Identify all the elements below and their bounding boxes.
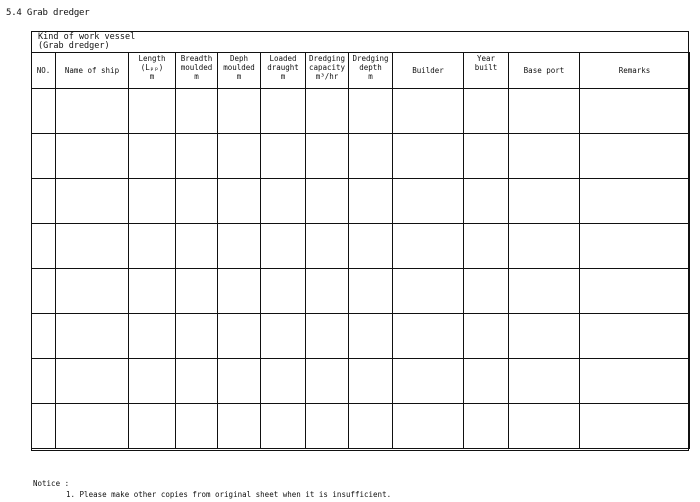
table-row [32,179,690,224]
table-cell[interactable] [580,179,690,224]
table-cell[interactable] [580,314,690,359]
table-row [32,134,690,179]
vessel-table [31,52,690,449]
table-cell[interactable] [306,134,349,179]
table-cell[interactable] [56,314,129,359]
table-cell[interactable] [464,224,509,269]
table-cell[interactable] [306,179,349,224]
table-cell[interactable] [32,89,56,134]
table-row [32,224,690,269]
table-cell[interactable] [393,314,464,359]
table-cell[interactable] [306,404,349,449]
table-cell[interactable] [129,179,176,224]
table-cell[interactable] [176,134,218,179]
table-cell[interactable] [218,404,261,449]
table-cell[interactable] [580,269,690,314]
notice-heading: Notice : [33,479,70,488]
table-cell[interactable] [349,224,393,269]
col-base-port: Base port [509,53,580,89]
table-cell[interactable] [176,89,218,134]
table-cell[interactable] [56,404,129,449]
header-row [32,53,690,89]
section-title: 5.4 Grab dredger [6,8,90,18]
table-cell[interactable] [32,134,56,179]
table-row [32,269,690,314]
table-cell[interactable] [32,359,56,404]
table-cell[interactable] [464,269,509,314]
table-cell[interactable] [464,179,509,224]
table-cell[interactable] [261,359,306,404]
table-cell[interactable] [56,179,129,224]
col-depth: Deph moulded m [218,53,261,89]
table-cell[interactable] [464,134,509,179]
table-cell[interactable] [218,134,261,179]
table-cell[interactable] [349,404,393,449]
table-cell[interactable] [261,89,306,134]
table-cell[interactable] [129,314,176,359]
table-cell[interactable] [509,404,580,449]
table-cell[interactable] [464,404,509,449]
table-cell[interactable] [218,224,261,269]
col-remarks: Remarks [580,53,690,89]
table-cell[interactable] [393,179,464,224]
table-cell[interactable] [509,179,580,224]
table-cell[interactable] [56,269,129,314]
table-cell[interactable] [393,404,464,449]
table-cell[interactable] [176,314,218,359]
col-dredging-capacity: Dredging capacity m³/hr [306,53,349,89]
table-cell[interactable] [349,179,393,224]
table-cell[interactable] [580,134,690,179]
table-cell[interactable] [32,269,56,314]
table-cell[interactable] [393,89,464,134]
table-cell[interactable] [306,314,349,359]
table-cell[interactable] [129,359,176,404]
col-year-built: Year built [464,53,509,89]
table-cell[interactable] [129,134,176,179]
table-cell[interactable] [129,224,176,269]
table-cell[interactable] [306,269,349,314]
table-cell[interactable] [509,134,580,179]
col-dredging-depth: Dredging depth m [349,53,393,89]
table-row [32,314,690,359]
table-cell[interactable] [306,224,349,269]
table-cell[interactable] [393,359,464,404]
col-loaded-draught: Loaded draught m [261,53,306,89]
table-cell[interactable] [393,269,464,314]
table-cell[interactable] [509,224,580,269]
table-cell[interactable] [349,359,393,404]
table-cell[interactable] [349,314,393,359]
table-cell[interactable] [32,179,56,224]
table-cell[interactable] [32,404,56,449]
col-name-of-ship: Name of ship [56,53,129,89]
table-cell[interactable] [349,89,393,134]
table-cell[interactable] [580,404,690,449]
table-cell[interactable] [580,224,690,269]
table-cell[interactable] [349,134,393,179]
vessel-kind-label: Kind of work vessel (Grab dredger) [38,32,136,51]
table-row [32,89,690,134]
table-cell[interactable] [393,134,464,179]
notice-item: 1. Please make other copies from original sheet when it is insufficient. [66,490,392,499]
table-cell[interactable] [509,359,580,404]
table-row [32,404,690,449]
table-cell[interactable] [464,314,509,359]
table-cell[interactable] [176,359,218,404]
table-cell[interactable] [464,89,509,134]
table-cell[interactable] [218,179,261,224]
table-cell[interactable] [129,404,176,449]
col-breadth: Breadth moulded m [176,53,218,89]
notice [33,478,391,500]
table-cell[interactable] [580,89,690,134]
table-cell[interactable] [32,314,56,359]
table-cell[interactable] [176,404,218,449]
table-cell[interactable] [176,269,218,314]
col-builder: Builder [393,53,464,89]
table-cell[interactable] [218,314,261,359]
table-cell[interactable] [56,359,129,404]
table-cell[interactable] [464,359,509,404]
table-cell[interactable] [306,359,349,404]
table-cell[interactable] [509,314,580,359]
table-cell[interactable] [261,269,306,314]
col-length: Length (Lₚₚ) m [129,53,176,89]
table-cell[interactable] [261,179,306,224]
table-cell[interactable] [129,269,176,314]
table-cell[interactable] [56,224,129,269]
table-row [32,359,690,404]
table-cell[interactable] [32,224,56,269]
table-cell[interactable] [176,179,218,224]
table-cell[interactable] [509,269,580,314]
table-cell[interactable] [509,89,580,134]
table-body [32,89,690,449]
vessel-form [31,31,689,451]
table-cell[interactable] [56,134,129,179]
table-cell[interactable] [218,269,261,314]
table-cell[interactable] [176,224,218,269]
table-cell[interactable] [261,134,306,179]
table-cell[interactable] [218,359,261,404]
table-cell[interactable] [56,89,129,134]
table-cell[interactable] [218,89,261,134]
table-cell[interactable] [580,359,690,404]
table-cell[interactable] [393,224,464,269]
table-cell[interactable] [306,89,349,134]
table-cell[interactable] [261,224,306,269]
col-no: NO. [32,53,56,89]
table-cell[interactable] [129,89,176,134]
table-cell[interactable] [261,314,306,359]
table-cell[interactable] [261,404,306,449]
table-cell[interactable] [349,269,393,314]
